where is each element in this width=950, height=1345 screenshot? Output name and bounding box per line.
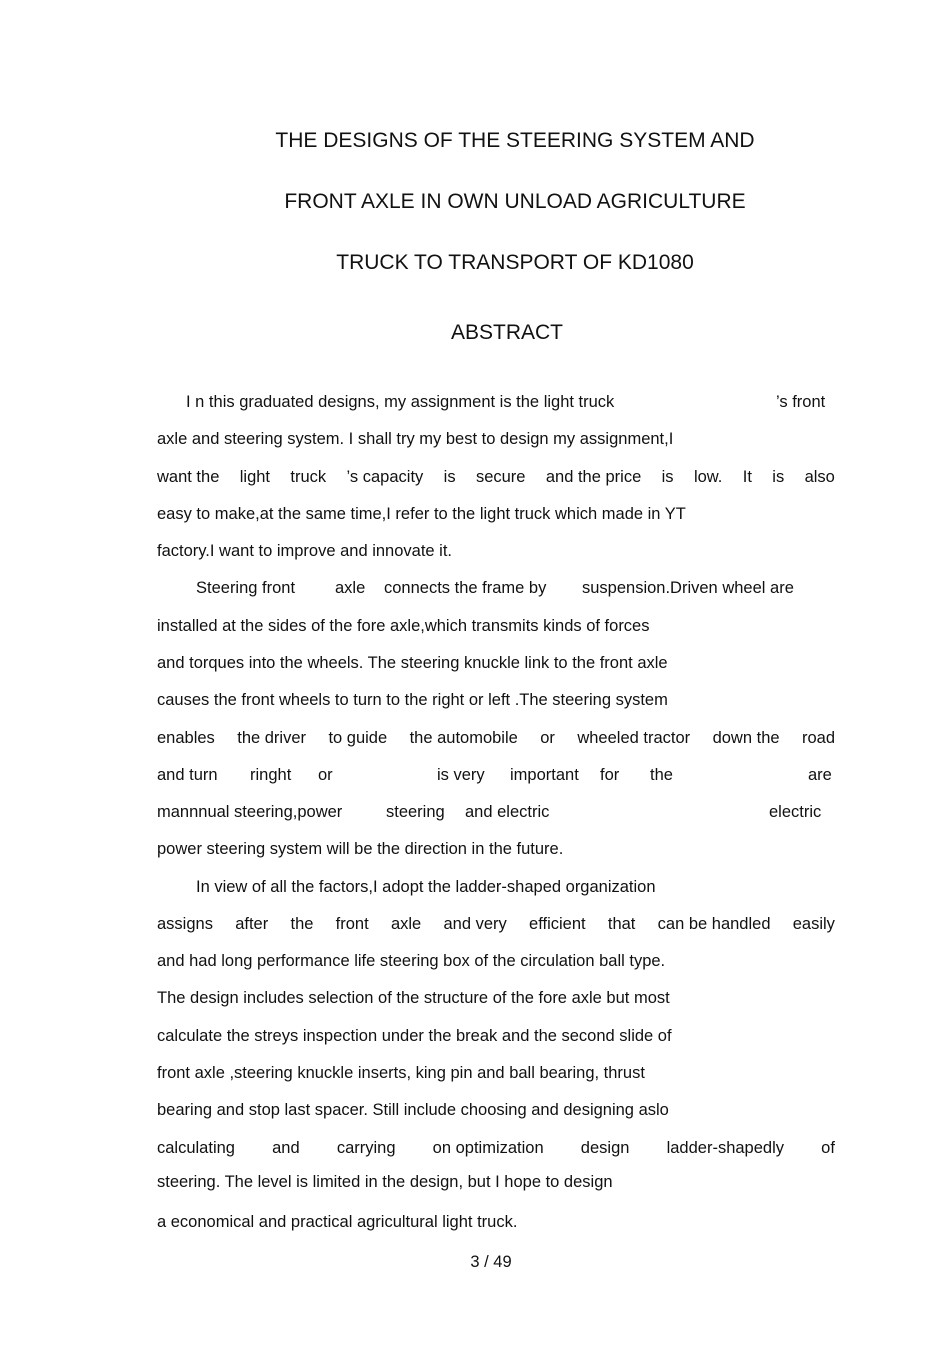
p2-line-1-word-2: axle — [335, 579, 366, 597]
word: calculating — [157, 1139, 235, 1157]
word: and very — [443, 915, 507, 933]
word: also — [804, 468, 835, 486]
p2-line-7-word-3: and electric — [465, 803, 550, 821]
p3-line-4: The design includes selection of the structure of the fore axle but most — [157, 989, 670, 1007]
p1-line-2: axle and steering system. I shall try my best to design my assignment,I — [157, 430, 674, 448]
word: the automobile — [409, 729, 518, 747]
word: is — [443, 468, 456, 486]
word: and — [272, 1139, 300, 1157]
word: to guide — [328, 729, 388, 747]
title-line-2: FRONT AXLE IN OWN UNLOAD AGRICULTURE — [284, 190, 746, 213]
p1-line-5: factory.I want to improve and innovate it. — [157, 542, 453, 560]
word: easily — [792, 915, 835, 933]
p1-line-4: easy to make,at the same time,I refer to the light truck which made in YT — [157, 505, 686, 523]
p2-line-4: causes the front wheels to turn to the right or left .The steering system — [157, 691, 668, 709]
word: enables — [157, 729, 215, 747]
p2-line-1-word-1: Steering front — [196, 579, 296, 597]
p2-line-6-word-6: for — [600, 766, 620, 784]
p3-line-8 — [157, 1137, 835, 1159]
word: the driver — [237, 729, 307, 747]
title-line-3: TRUCK TO TRANSPORT OF KD1080 — [336, 251, 694, 274]
p2-line-7-word-4: electric — [769, 803, 822, 821]
p2-line-1-word-4: suspension.Driven wheel are — [582, 579, 794, 597]
p2-line-6-word-3: or — [318, 766, 333, 784]
p2-line-7-word-1: mannnual steering,power — [157, 803, 343, 821]
p2-line-6-word-2: ringht — [250, 766, 292, 784]
title-line-1: THE DESIGNS OF THE STEERING SYSTEM AND — [275, 129, 755, 152]
p3-line-7: bearing and stop last spacer. Still include choosing and designing aslo — [157, 1101, 669, 1119]
word: is — [772, 468, 785, 486]
p2-line-6-word-1: and turn — [157, 766, 218, 784]
word: assigns — [157, 915, 213, 933]
page-number: 3 / 49 — [470, 1253, 512, 1271]
word: axle — [390, 915, 422, 933]
word: design — [580, 1139, 630, 1157]
word: carrying — [336, 1139, 396, 1157]
p1-line-3 — [157, 466, 835, 488]
abstract-heading: ABSTRACT — [450, 321, 563, 344]
word: want the — [157, 468, 220, 486]
word: can be handled — [657, 915, 771, 933]
word: light — [239, 468, 271, 486]
word: after — [235, 915, 269, 933]
word: truck — [290, 468, 327, 486]
word: is — [661, 468, 674, 486]
p1-line-1: I n this graduated designs, my assignment is the light truck — [186, 393, 615, 411]
p2-line-1-word-3: connects the frame by — [384, 579, 547, 597]
word: or — [540, 729, 555, 747]
word: It — [742, 468, 752, 486]
word: on optimization — [432, 1139, 544, 1157]
p2-line-6-word-5: important — [510, 766, 579, 784]
p3-line-1: In view of all the factors,I adopt the ladder-shaped organization — [196, 878, 656, 896]
word: down the — [712, 729, 780, 747]
p2-line-8: power steering system will be the direction in the future. — [157, 840, 564, 858]
p3-line-2 — [157, 913, 835, 935]
p1-line-1-tail: ’s front — [776, 393, 826, 411]
word: of — [821, 1139, 835, 1157]
p3-line-10: a economical and practical agricultural light truck. — [157, 1213, 518, 1231]
word: front — [335, 915, 369, 933]
word: and the price — [545, 468, 642, 486]
p2-line-3: and torques into the wheels. The steering knuckle link to the front axle — [157, 654, 668, 672]
word: secure — [475, 468, 526, 486]
word: low. — [693, 468, 723, 486]
word: ladder-shapedly — [666, 1139, 784, 1157]
p2-line-5 — [157, 727, 835, 749]
word: that — [607, 915, 636, 933]
p2-line-6-word-8: are — [808, 766, 832, 784]
p3-line-9: steering. The level is limited in the design, but I hope to design — [157, 1173, 613, 1191]
word: road — [801, 729, 835, 747]
p2-line-7-word-2: steering — [386, 803, 445, 821]
p3-line-5: calculate the streys inspection under the break and the second slide of — [157, 1027, 672, 1045]
word: ’s capacity — [346, 468, 424, 486]
word: wheeled tractor — [577, 729, 691, 747]
word: the — [290, 915, 314, 933]
p2-line-2: installed at the sides of the fore axle,which transmits kinds of forces — [157, 617, 650, 635]
p3-line-6: front axle ,steering knuckle inserts, king pin and ball bearing, thrust — [157, 1064, 645, 1082]
p2-line-6-word-7: the — [650, 766, 673, 784]
p3-line-3: and had long performance life steering box of the circulation ball type. — [157, 952, 666, 970]
word: efficient — [529, 915, 586, 933]
p2-line-6-word-4: is very — [437, 766, 485, 784]
